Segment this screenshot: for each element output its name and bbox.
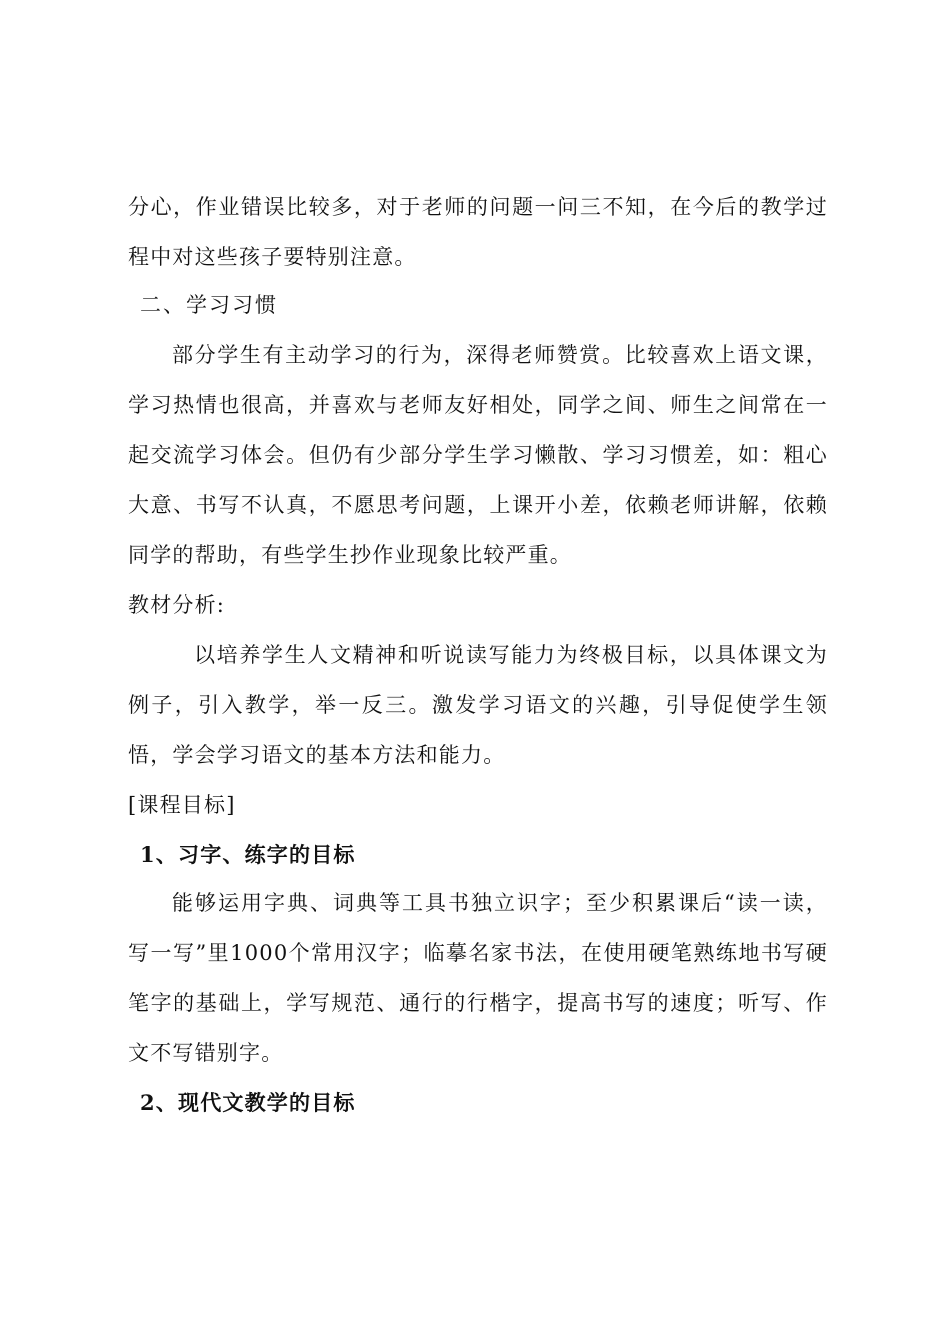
section-heading: 二、学习习惯 bbox=[140, 293, 278, 317]
section-heading: 教材分析: bbox=[128, 593, 226, 617]
paragraph-line: 写一写”里1000个常用汉字；临摹名家书法，在使用硬笔熟练地书写硬 bbox=[128, 941, 828, 965]
paragraph-line: 分心，作业错误比较多，对于老师的问题一问三不知，在今后的教学过 bbox=[128, 195, 828, 219]
paragraph-line: 起交流学习体会。但仍有少部分学生学习懒散、学习习惯差，如：粗心 bbox=[128, 443, 828, 467]
paragraph-line: 程中对这些孩子要特别注意。 bbox=[128, 245, 417, 269]
section-heading: [课程目标] bbox=[128, 793, 236, 817]
paragraph-line: 学习热情也很高，并喜欢与老师友好相处，同学之间、师生之间常在一 bbox=[128, 393, 828, 417]
subsection-heading: 2、现代文教学的目标 bbox=[140, 1090, 356, 1115]
subsection-heading: 1、习字、练字的目标 bbox=[140, 842, 356, 867]
paragraph-line: 大意、书写不认真，不愿思考问题，上课开小差，依赖老师讲解，依赖 bbox=[128, 493, 828, 517]
paragraph-line: 以培养学生人文精神和听说读写能力为终极目标，以具体课文为 bbox=[194, 643, 828, 667]
paragraph-line: 笔字的基础上，学写规范、通行的行楷字，提高书写的速度；听写、作 bbox=[128, 991, 828, 1015]
paragraph-line: 能够运用字典、词典等工具书独立识字；至少积累课后“读一读， bbox=[172, 891, 828, 915]
paragraph-line: 悟，学会学习语文的基本方法和能力。 bbox=[128, 743, 506, 767]
paragraph-line: 文不写错别字。 bbox=[128, 1041, 284, 1065]
paragraph-line: 同学的帮助，有些学生抄作业现象比较严重。 bbox=[128, 543, 572, 567]
paragraph-line: 例子，引入教学，举一反三。激发学习语文的兴趣，引导促使学生领 bbox=[128, 693, 828, 717]
paragraph-line: 部分学生有主动学习的行为，深得老师赞赏。比较喜欢上语文课， bbox=[172, 343, 828, 367]
